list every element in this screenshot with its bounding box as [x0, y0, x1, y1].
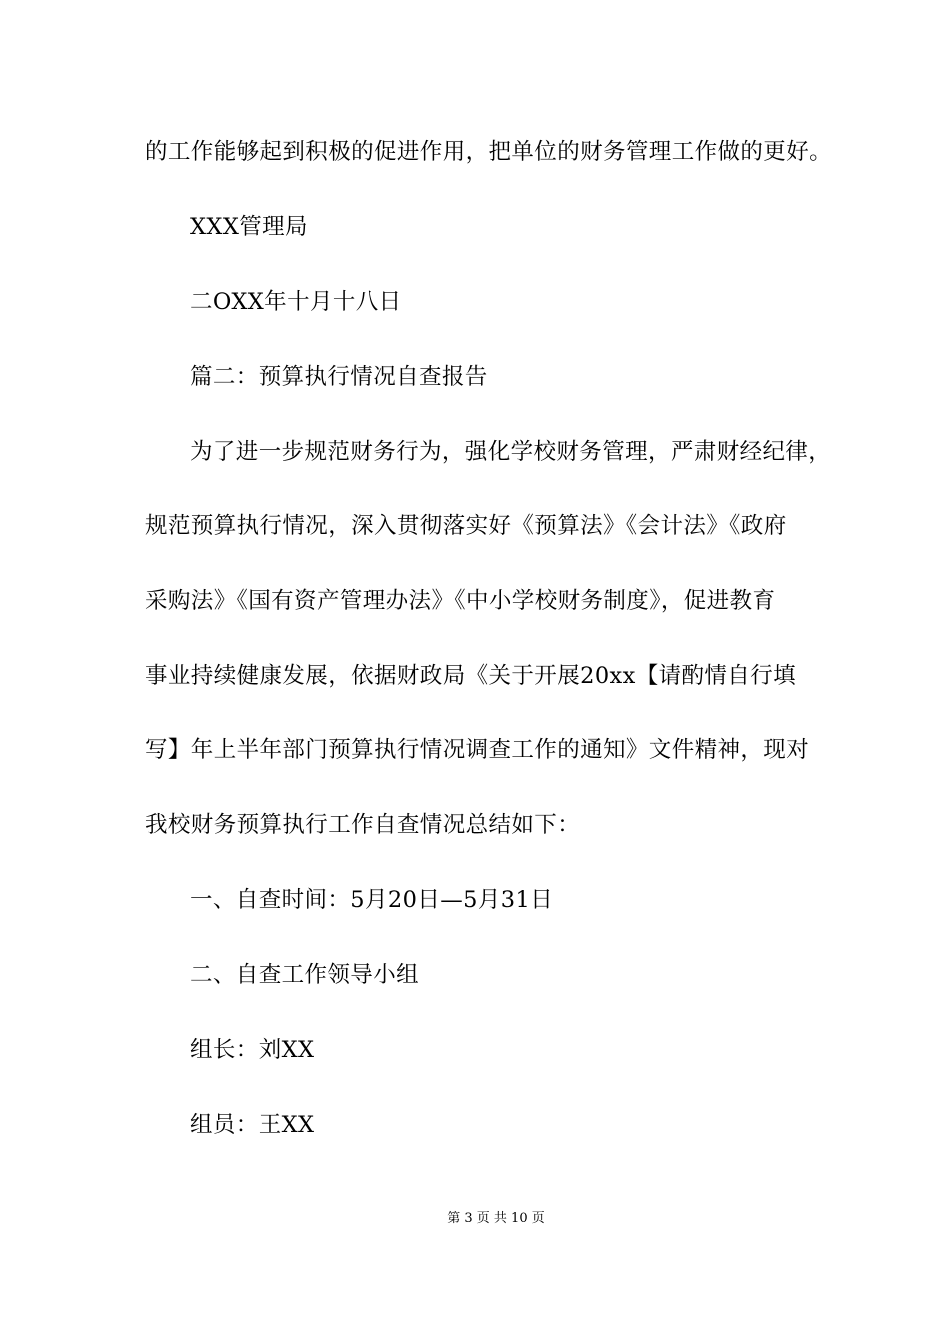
group-member: 组员：王XX [190, 1112, 315, 1138]
body-paragraph-line: 写】年上半年部门预算执行情况调查工作的通知》文件精神，现对 [145, 737, 810, 763]
signature-organization: XXX管理局 [190, 214, 308, 240]
body-paragraph-line: 为了进一步规范财务行为，强化学校财务管理，严肃财经纪律， [190, 439, 832, 465]
signature-date: 二OXX年十月十八日 [190, 289, 402, 315]
list-item-time: 一、自查时间：5月20日—5月31日 [190, 887, 554, 913]
section-heading: 篇二：预算执行情况自查报告 [190, 364, 488, 390]
list-item-group: 二、自查工作领导小组 [190, 962, 420, 988]
body-paragraph-line: 规范预算执行情况，深入贯彻落实好《预算法》《会计法》《政府 [145, 513, 787, 539]
page-number: 第 3 页 共 10 页 [447, 1211, 545, 1226]
body-paragraph-line: 采购法》《国有资产管理办法》《中小学校财务制度》，促进教育 [145, 588, 776, 614]
body-paragraph-line: 我校财务预算执行工作自查情况总结如下： [145, 812, 581, 838]
paragraph-continuation: 的工作能够起到积极的促进作用，把单位的财务管理工作做的更好。 [145, 139, 833, 165]
group-leader: 组长：刘XX [190, 1037, 315, 1063]
body-paragraph-line: 事业持续健康发展，依据财政局《关于开展20xx【请酌情自行填 [145, 663, 797, 689]
